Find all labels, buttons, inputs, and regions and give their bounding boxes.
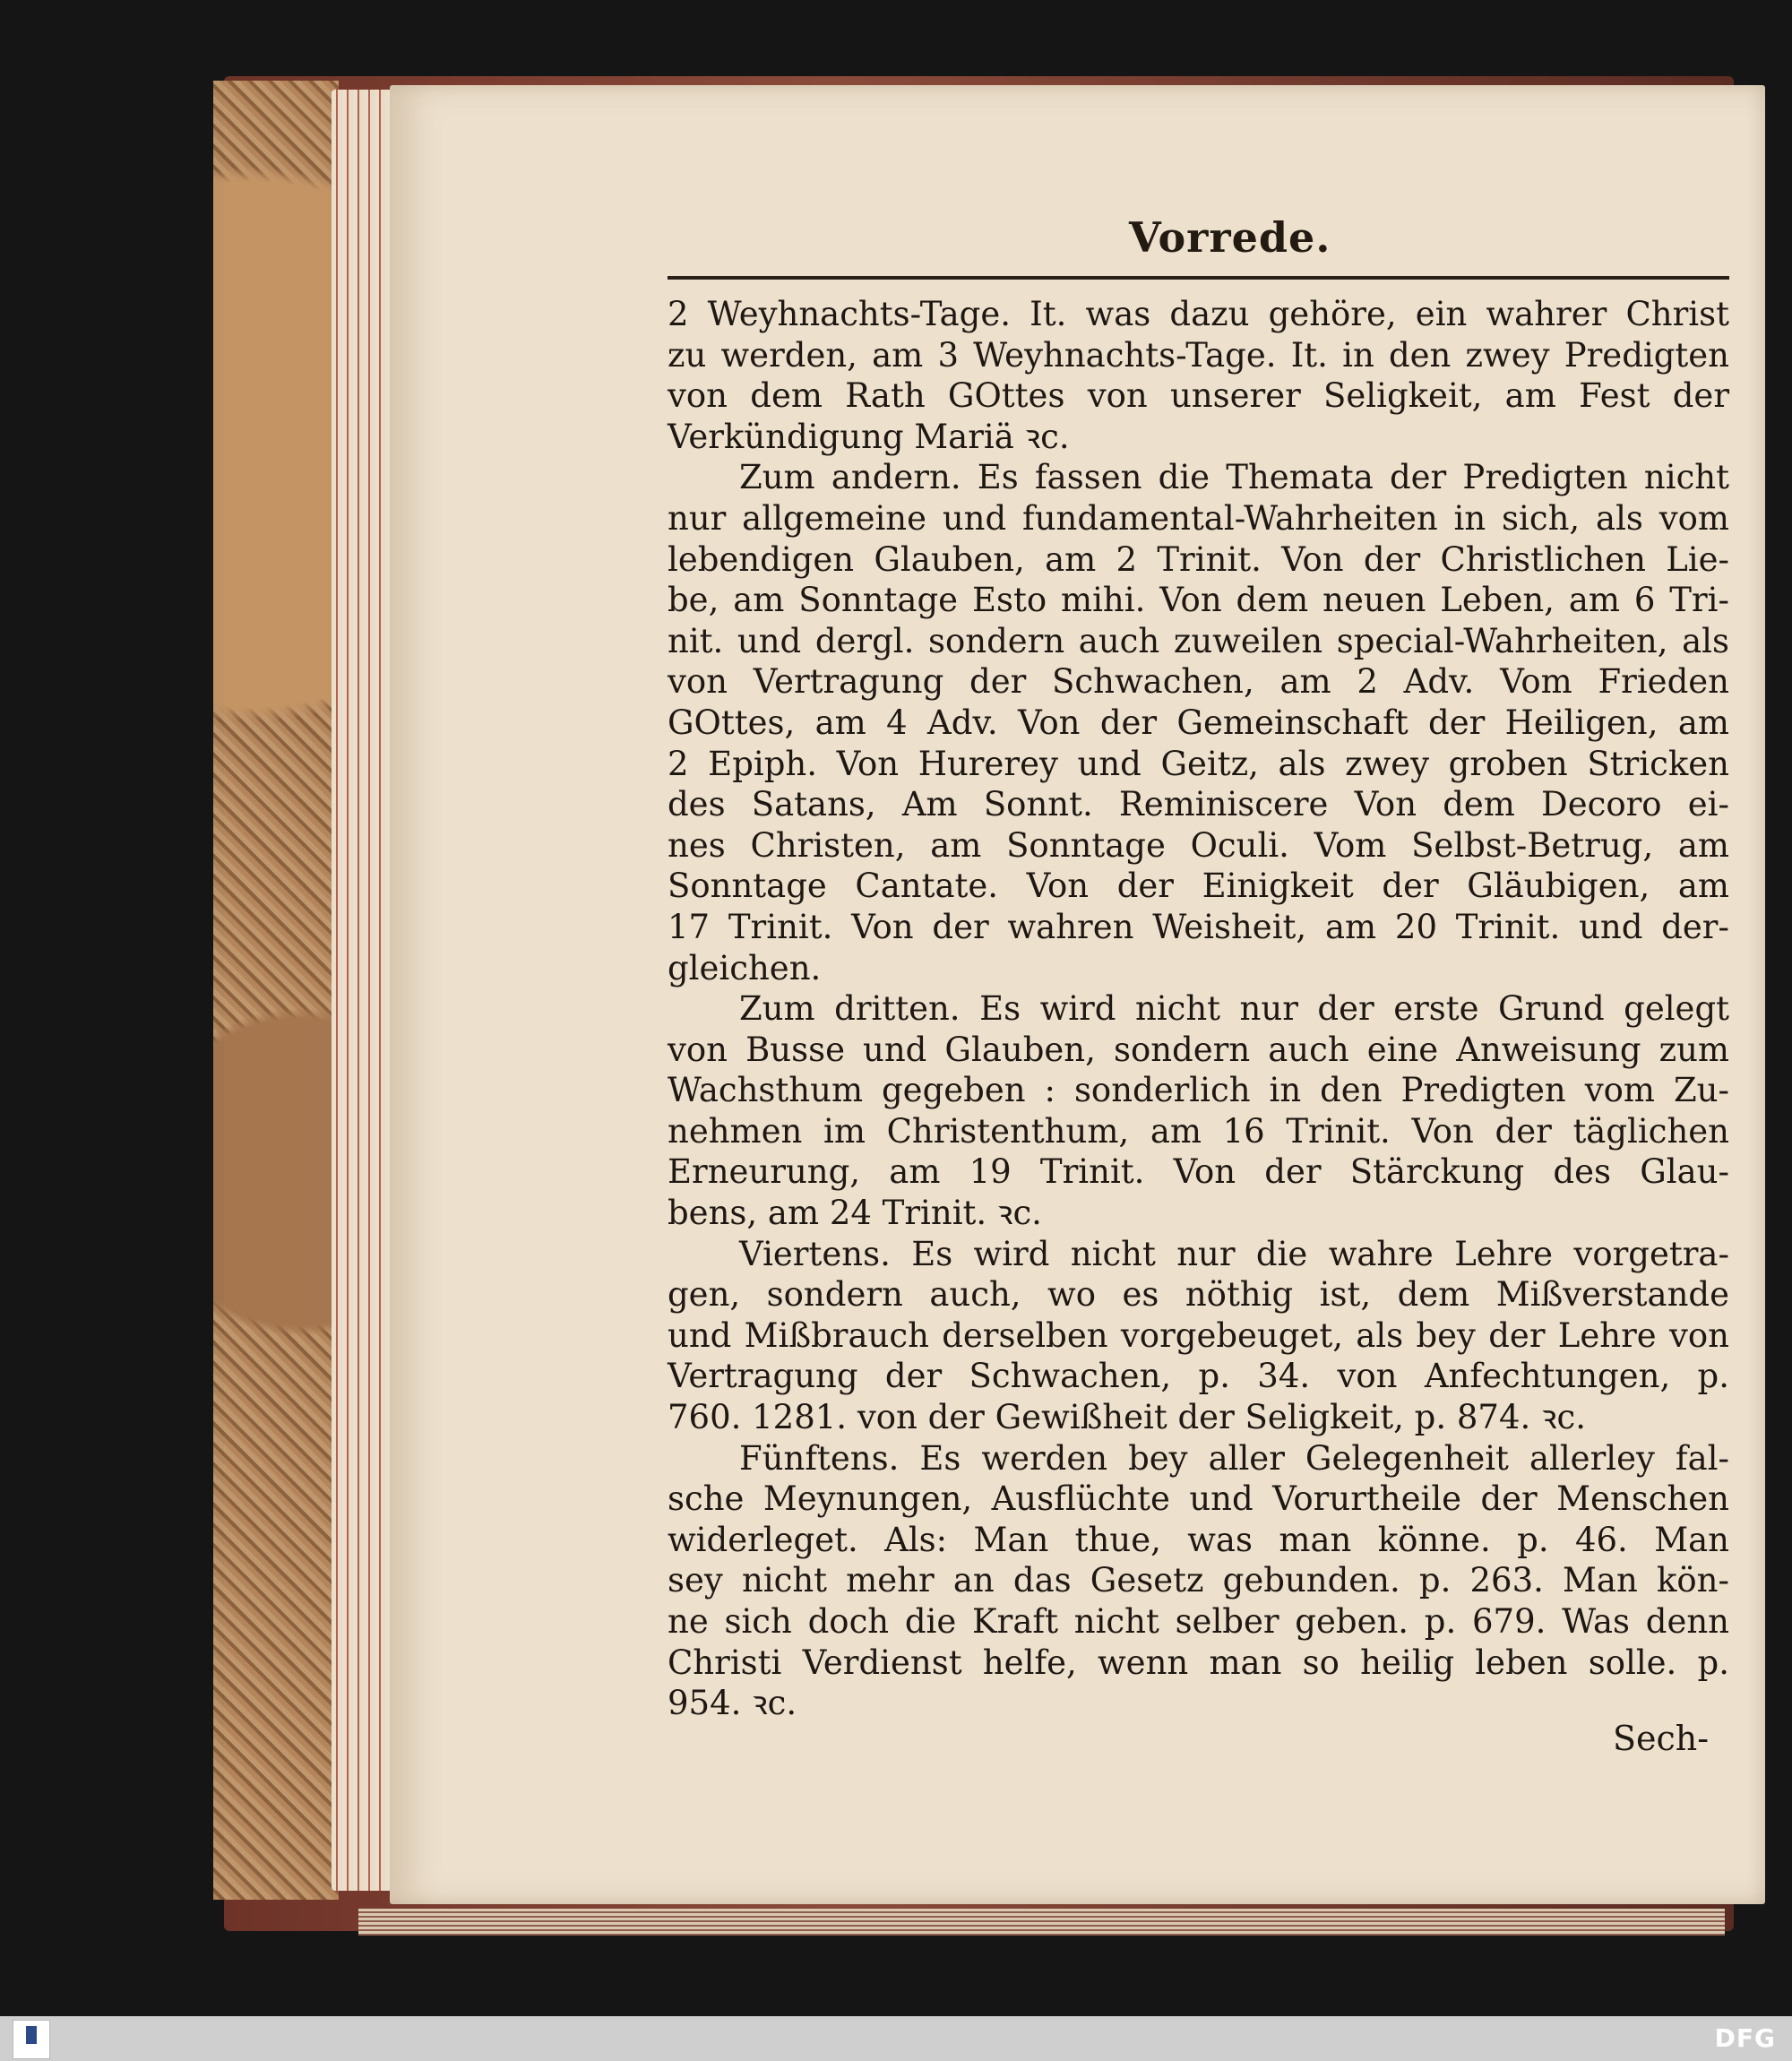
marbled-binding <box>213 81 339 1900</box>
text-line: Erneurung, am 19 Trinit. Von der Stärckung des Glau- <box>668 1152 1729 1192</box>
text-line: von Vertragung der Schwachen, am 2 Adv. Vom Frieden <box>668 662 1729 702</box>
text-line: bens, am 24 Trinit. ꝛc. <box>668 1194 1042 1233</box>
text-line: sche Meynungen, Ausflüchte und Vorurtheile der Menschen <box>668 1479 1729 1519</box>
text-line: des Satans, Am Sonnt. Reminiscere Von dem Decoro ei- <box>668 785 1729 824</box>
text-line: Zum andern. Es fassen die Themata der Predigten nicht <box>739 458 1729 497</box>
text-line: Verkündigung Mariä ꝛc. <box>668 417 1070 456</box>
body-text <box>668 294 1729 1724</box>
text-line: nehmen im Christenthum, am 16 Trinit. Von der täglichen <box>668 1111 1729 1151</box>
catchword: Sech- <box>1613 1719 1710 1758</box>
text-line: 760. 1281. von der Gewißheit der Seligkeit, p. 874. ꝛc. <box>668 1398 1587 1437</box>
text-line: GOttes, am 4 Adv. Von der Gemeinschaft der Heiligen, am <box>668 703 1729 742</box>
text-line: Fünftens. Es werden bey aller Gelegenheit allerley fal- <box>739 1438 1729 1478</box>
text-line: 17 Trinit. Von der wahren Weisheit, am 20 Trinit. und der- <box>668 907 1729 946</box>
text-line: sey nicht mehr an das Gesetz gebunden. p. 263. Man kön- <box>668 1561 1729 1600</box>
text-line: ne sich doch die Kraft nicht selber geben. p. 679. Was denn <box>668 1602 1729 1641</box>
text-line: Christi Verdienst helfe, wenn man so heilig leben solle. p. <box>668 1643 1729 1682</box>
text-line: von dem Rath GOttes von unserer Seligkeit, am Fest der <box>668 376 1729 416</box>
text-line: lebendigen Glauben, am 2 Trinit. Von der Christlichen Lie- <box>668 539 1729 579</box>
text-line: 954. ꝛc. <box>668 1684 797 1723</box>
text-line: 2 Weyhnachts-Tage. It. was dazu gehöre, ein wahrer Christ <box>668 295 1729 333</box>
text-line: Viertens. Es wird nicht nur die wahre Lehre vorgetra- <box>739 1234 1729 1273</box>
text-line: von Busse und Glauben, sondern auch eine Anweisung zum <box>668 1030 1729 1069</box>
text-line: gen, sondern auch, wo es nöthig ist, dem Mißverstande <box>668 1275 1729 1315</box>
text-line: Sonntage Cantate. Von der Einigkeit der Gläubigen, am <box>668 867 1729 906</box>
text-line: gleichen. <box>668 948 822 987</box>
text-line: nes Christen, am Sonntage Oculi. Vom Selbst-Betrug, am <box>668 825 1729 865</box>
header-rule <box>668 276 1729 280</box>
text-line: Wachsthum gegeben : sonderlich in den Predigten vom Zu- <box>668 1071 1729 1110</box>
page-bottom-edge <box>358 1909 1725 1936</box>
page-header: Vorrede. <box>1129 213 1331 262</box>
text-line: Vertragung der Schwachen, p. 34. von Anfechtungen, p. <box>668 1357 1729 1396</box>
text-line: widerleget. Als: Man thue, was man könne. p. 46. Man <box>668 1520 1729 1559</box>
viewer-footer-bar <box>0 2016 1792 2061</box>
institution-logo-icon <box>13 2020 50 2059</box>
text-line: be, am Sonntage Esto mihi. Von dem neuen Leben, am 6 Tri- <box>668 581 1729 620</box>
text-line: nur allgemeine und fundamental-Wahrheiten in sich, als vom <box>668 498 1729 538</box>
text-line: zu werden, am 3 Weyhnachts-Tage. It. in den zwey Predigten <box>668 335 1729 375</box>
text-line: 2 Epiph. Von Hurerey und Geitz, als zwey groben Stricken <box>668 744 1729 783</box>
dfg-logo: DFG <box>1714 2023 1776 2053</box>
text-line: Zum dritten. Es wird nicht nur der erste Grund gelegt <box>739 989 1729 1029</box>
text-line: nit. und dergl. sondern auch zuweilen special-Wahrheiten, als <box>668 621 1729 660</box>
text-line: und Mißbrauch derselben vorgebeuget, als bey der Lehre von <box>668 1315 1729 1355</box>
